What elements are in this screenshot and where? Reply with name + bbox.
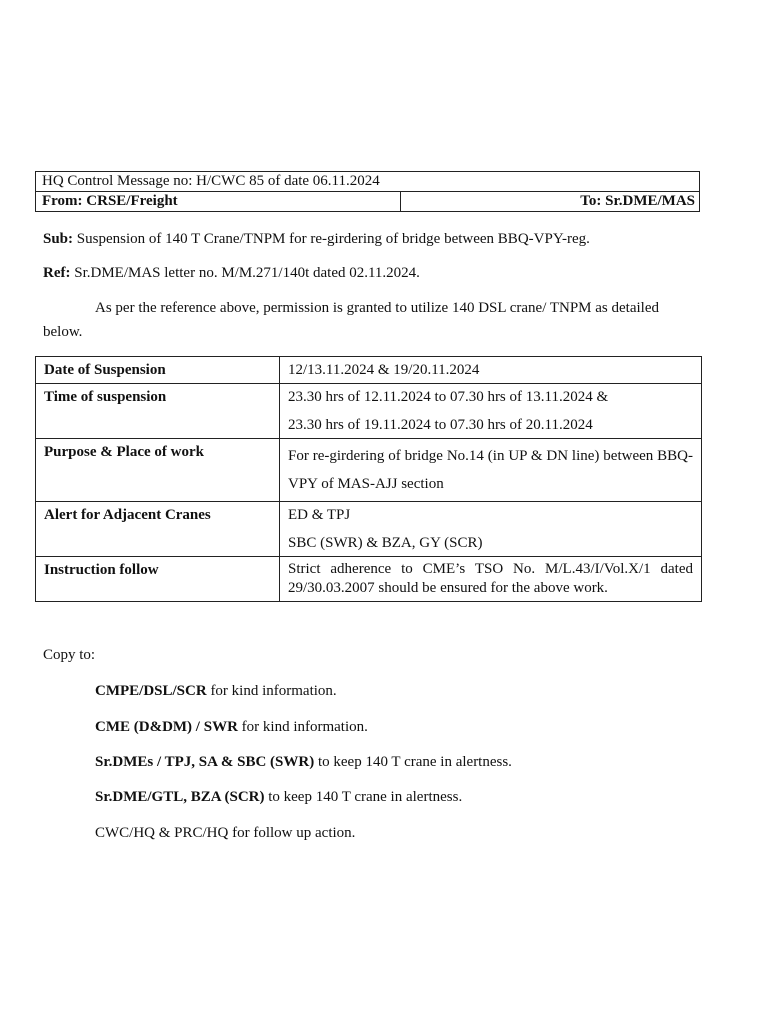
reference-line — [43, 264, 420, 283]
row-value — [280, 357, 702, 384]
copy-to-item — [95, 683, 337, 700]
copy-to-item — [95, 754, 512, 771]
value-line: For re-girdering of bridge No.14 (in UP & DN line) between BBQ-VPY of MAS-AJJ section — [288, 448, 693, 492]
row-label: Date of Suspension — [36, 357, 280, 384]
copy-to-item — [95, 719, 368, 736]
subject-line — [43, 230, 590, 249]
row-value — [280, 384, 702, 439]
recipient-action: for kind information. — [237, 719, 368, 735]
value-line: 12/13.11.2024 & 19/20.11.2024 — [288, 362, 480, 378]
table-row — [36, 384, 702, 439]
row-value — [280, 439, 702, 502]
value-line: ED & TPJ — [288, 507, 351, 523]
from-field: From: CRSE/Freight — [36, 192, 401, 211]
from-to-row — [36, 192, 699, 211]
recipient: Sr.DME/GTL, BZA (SCR) — [95, 789, 265, 805]
recipient-action: to keep 140 T crane in alertness. — [314, 754, 512, 770]
recipient-action: to keep 140 T crane in alertness. — [264, 789, 463, 805]
intro-paragraph: As per the reference above, permission is granted to utilize 140 DSL crane/ TNPM as detailed below. — [43, 300, 659, 340]
recipient: CME (D&DM) / SWR — [95, 719, 238, 735]
subject-text: Suspension of 140 T Crane/TNPM for re-girdering of bridge between BBQ-VPY-reg. — [73, 231, 590, 247]
to-field: To: Sr.DME/MAS — [580, 193, 695, 209]
row-value — [280, 557, 702, 602]
subject-label: Sub: — [43, 231, 74, 247]
control-message-number: HQ Control Message no: H/CWC 85 of date 06.11.2024 — [36, 172, 699, 192]
copy-to-heading: Copy to: — [43, 647, 96, 663]
row-label: Alert for Adjacent Cranes — [36, 502, 280, 557]
value-line: 23.30 hrs of 19.11.2024 to 07.30 hrs of 20.11.2024 — [288, 417, 593, 433]
value-line: Strict adherence to CME’s TSO No. M/L.43/I/Vol.X/1 dated 29/30.03.2007 should be ensured for the above work. — [288, 561, 693, 596]
value-line: SBC (SWR) & BZA, GY (SCR) — [288, 535, 483, 551]
recipient-action: CWC/HQ & PRC/HQ for follow up action. — [95, 825, 356, 841]
row-label: Purpose & Place of work — [36, 439, 280, 502]
table-row — [36, 357, 702, 384]
recipient: Sr.DMEs / TPJ, SA & SBC (SWR) — [95, 754, 315, 770]
table-row — [36, 502, 702, 557]
recipient-action: for kind information. — [206, 683, 337, 699]
table-row — [36, 439, 702, 502]
row-label: Instruction follow — [36, 557, 280, 602]
recipient: CMPE/DSL/SCR — [95, 683, 207, 699]
row-label: Time of suspension — [36, 384, 280, 439]
reference-text: Sr.DME/MAS letter no. M/M.271/140t dated 02.11.2024. — [70, 265, 420, 281]
value-line: 23.30 hrs of 12.11.2024 to 07.30 hrs of 13.11.2024 & — [288, 389, 609, 405]
row-value — [280, 502, 702, 557]
suspension-details-table — [35, 356, 702, 602]
table-row — [36, 557, 702, 602]
copy-to-item — [95, 825, 355, 842]
copy-to-item — [95, 789, 462, 806]
reference-label: Ref: — [43, 265, 71, 281]
header-box — [35, 171, 700, 212]
